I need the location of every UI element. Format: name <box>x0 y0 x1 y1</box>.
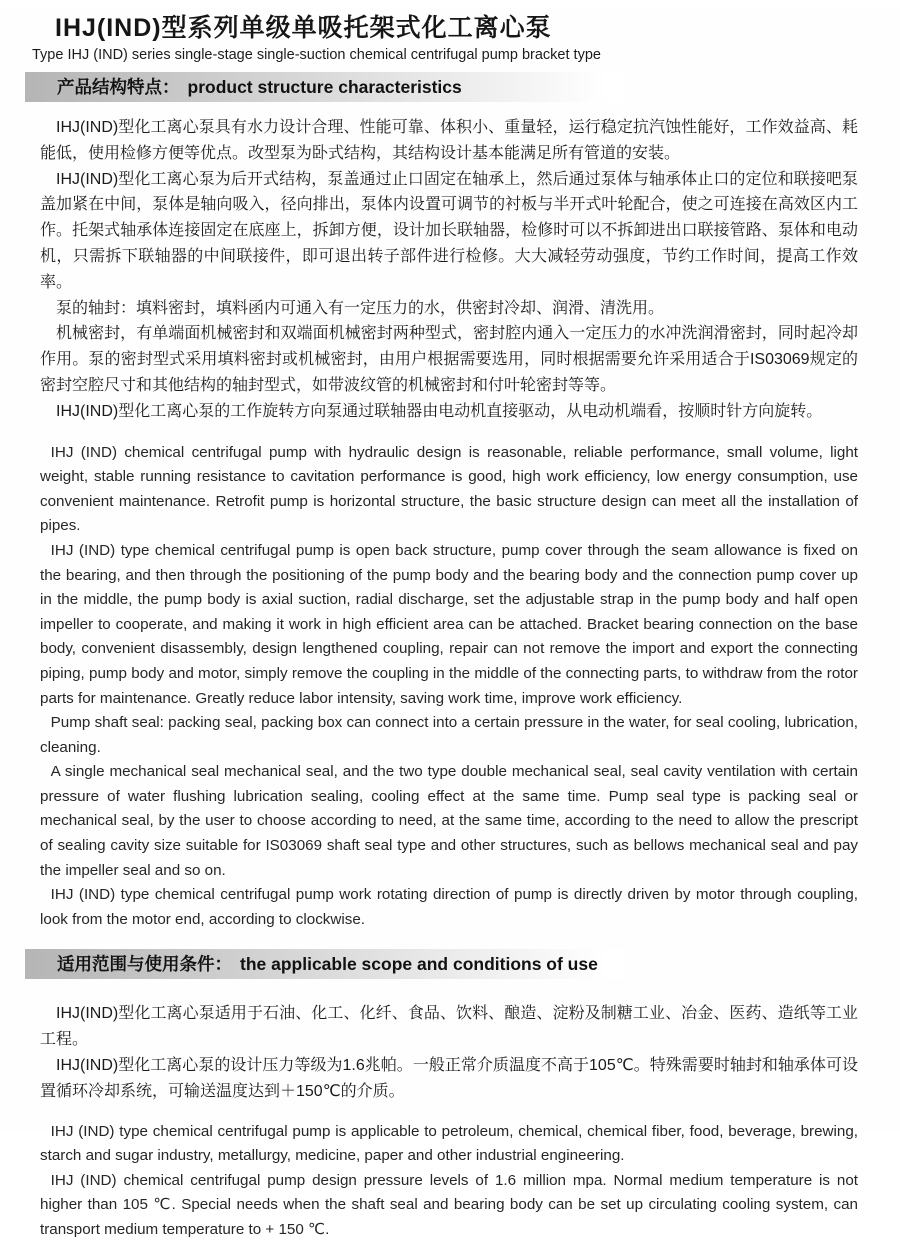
section-header-product-structure <box>25 72 625 102</box>
section-applicable-scope <box>0 949 900 1242</box>
section-header-zh-label: 产品结构特点： <box>57 77 180 97</box>
document-page <box>0 8 900 1238</box>
product-structure-english-text <box>40 441 858 933</box>
paragraph-zh: IHJ(IND)型化工离心泵的工作旋转方向泵通过联轴器由电动机直接驱动，从电动机端看，按顺时针方向旋转。 <box>56 402 823 420</box>
section-header-en-label: product structure characteristics <box>187 77 462 97</box>
paragraph-zh: IHJ(IND)型化工离心泵的设计压力等级为1.6兆帕。一般正常介质温度不高于105℃。特殊需要时轴封和轴承体可设置循环冷却系统，可输送温度达到＋150℃的介质。 <box>40 1057 858 1100</box>
page-subtitle: Type IHJ (IND) series single-stage single-suction chemical centrifugal pump bracket type <box>32 47 601 63</box>
section-header-en-label: the applicable scope and conditions of use <box>240 954 598 975</box>
paragraph-zh: 机械密封，有单端面机械密封和双端面机械密封两种型式，密封腔内通入一定压力的水冲洗润滑密封，同时起冷却作用。泵的密封型式采用填料密封或机械密封，由用户根据需要选用，同时根据需要允许采用适合于IS03069规定的密封空腔尺寸和其他结构的轴封型式，如带波纹管的机械密封和付叶轮密封等等。 <box>40 325 858 394</box>
paragraph-zh: IHJ(IND)型化工离心泵适用于石油、化工、化纤、食品、饮料、酿造、淀粉及制糖工业、冶金、医药、造纸等工业工程。 <box>40 1005 858 1049</box>
applicable-scope-english-text <box>40 1120 858 1243</box>
product-structure-chinese-text <box>40 115 858 425</box>
page-title: IHJ(IND)型系列单级单吸托架式化工离心泵 <box>55 14 552 42</box>
paragraph-en: Pump shaft seal: packing seal, packing box can connect into a certain pressure in the water, for seal cooling, lubrication, cleaning. <box>40 714 858 756</box>
section-header-applicable-scope <box>25 949 625 979</box>
paragraph-en: IHJ (IND) type chemical centrifugal pump is applicable to petroleum, chemical, chemical fiber, food, beverage, brewing, starch and sugar industry, metallurgy, medicine, paper and other industrial engineering. <box>40 1122 858 1165</box>
section-header-zh-label: 适用范围与使用条件： <box>57 954 232 975</box>
paragraph-en: A single mechanical seal mechanical seal, and the two type double mechanical seal, seal cavity ventilation with certain pressure of water flushing lubrication sealing, cooling effect at the same time. Pump seal type is packing seal or mechanical seal, by the user to choose according to need, at the same time, according to the need to allow the prescript of sealing cavity size suitable for IS03069 shaft seal type and other structures, such as bellows mechanical seal and pay the impeller seal and so on. <box>40 763 858 879</box>
paragraph-en: IHJ (IND) chemical centrifugal pump design pressure levels of 1.6 million mpa. Normal medium temperature is not higher than 105 ℃. Special needs when the shaft seal and bearing body can be set up circulating cooling system, can transport medium temperature to + 150 ℃. <box>40 1171 858 1238</box>
paragraph-en: IHJ (IND) type chemical centrifugal pump work rotating direction of pump is directly driven by motor through coupling, look from the motor end, according to clockwise. <box>40 886 858 928</box>
paragraph-en: IHJ (IND) type chemical centrifugal pump is open back structure, pump cover through the seam allowance is fixed on the bearing, and then through the positioning of the pump body and the bearing body and the connection pump cover up in the middle, the pump body is axial suction, radial discharge, set the adjustable strap in the pump body and half open impeller to cooperate, and making it work in high efficient area can be attached. Bracket bearing connection on the base body, convenient disassembly, design lengthened coupling, repair can not remove the import and export the connecting piping, pump body and motor, simply remove the coupling in the middle of the connecting parts, to withdraw from the rotor parts for maintenance. Greatly reduce labor intensity, saving work time, improve work efficiency. <box>40 541 858 707</box>
applicable-scope-chinese-text <box>40 1001 858 1104</box>
paragraph-zh: IHJ(IND)型化工离心泵具有水力设计合理、性能可靠、体积小、重量轻，运行稳定抗汽蚀性能好，工作效益高、耗能低，使用检修方便等优点。改型泵为卧式结构，其结构设计基本能满足所有管道的安装。 <box>40 119 858 162</box>
section-product-structure <box>0 72 900 932</box>
paragraph-en: IHJ (IND) chemical centrifugal pump with hydraulic design is reasonable, reliable performance, small volume, light weight, stable running resistance to cavitation performance is good, high work efficiency, low energy consumption, use convenient maintenance. Retrofit pump is horizontal structure, the basic structure design can meet all the installation of pipes. <box>40 443 858 535</box>
paragraph-zh: IHJ(IND)型化工离心泵为后开式结构，泵盖通过止口固定在轴承上，然后通过泵体与轴承体止口的定位和联接吧泵盖加紧在中间，泵体是轴向吸入，径向排出，泵体内设置可调节的衬板与半开式叶轮配合，使之可连接在高效区内工作。托架式轴承体连接固定在底座上，拆卸方便，设计加长联轴器，检修时可以不拆卸进出口联接管路、泵体和电动机，只需拆下联轴器的中间联接件，即可退出转子部件进行检修。大大减轻劳动强度，节约工作时间，提高工作效率。 <box>40 170 858 291</box>
paragraph-zh: 泵的轴封：填料密封，填料函内可通入有一定压力的水，供密封冷却、润滑、清洗用。 <box>56 299 665 317</box>
